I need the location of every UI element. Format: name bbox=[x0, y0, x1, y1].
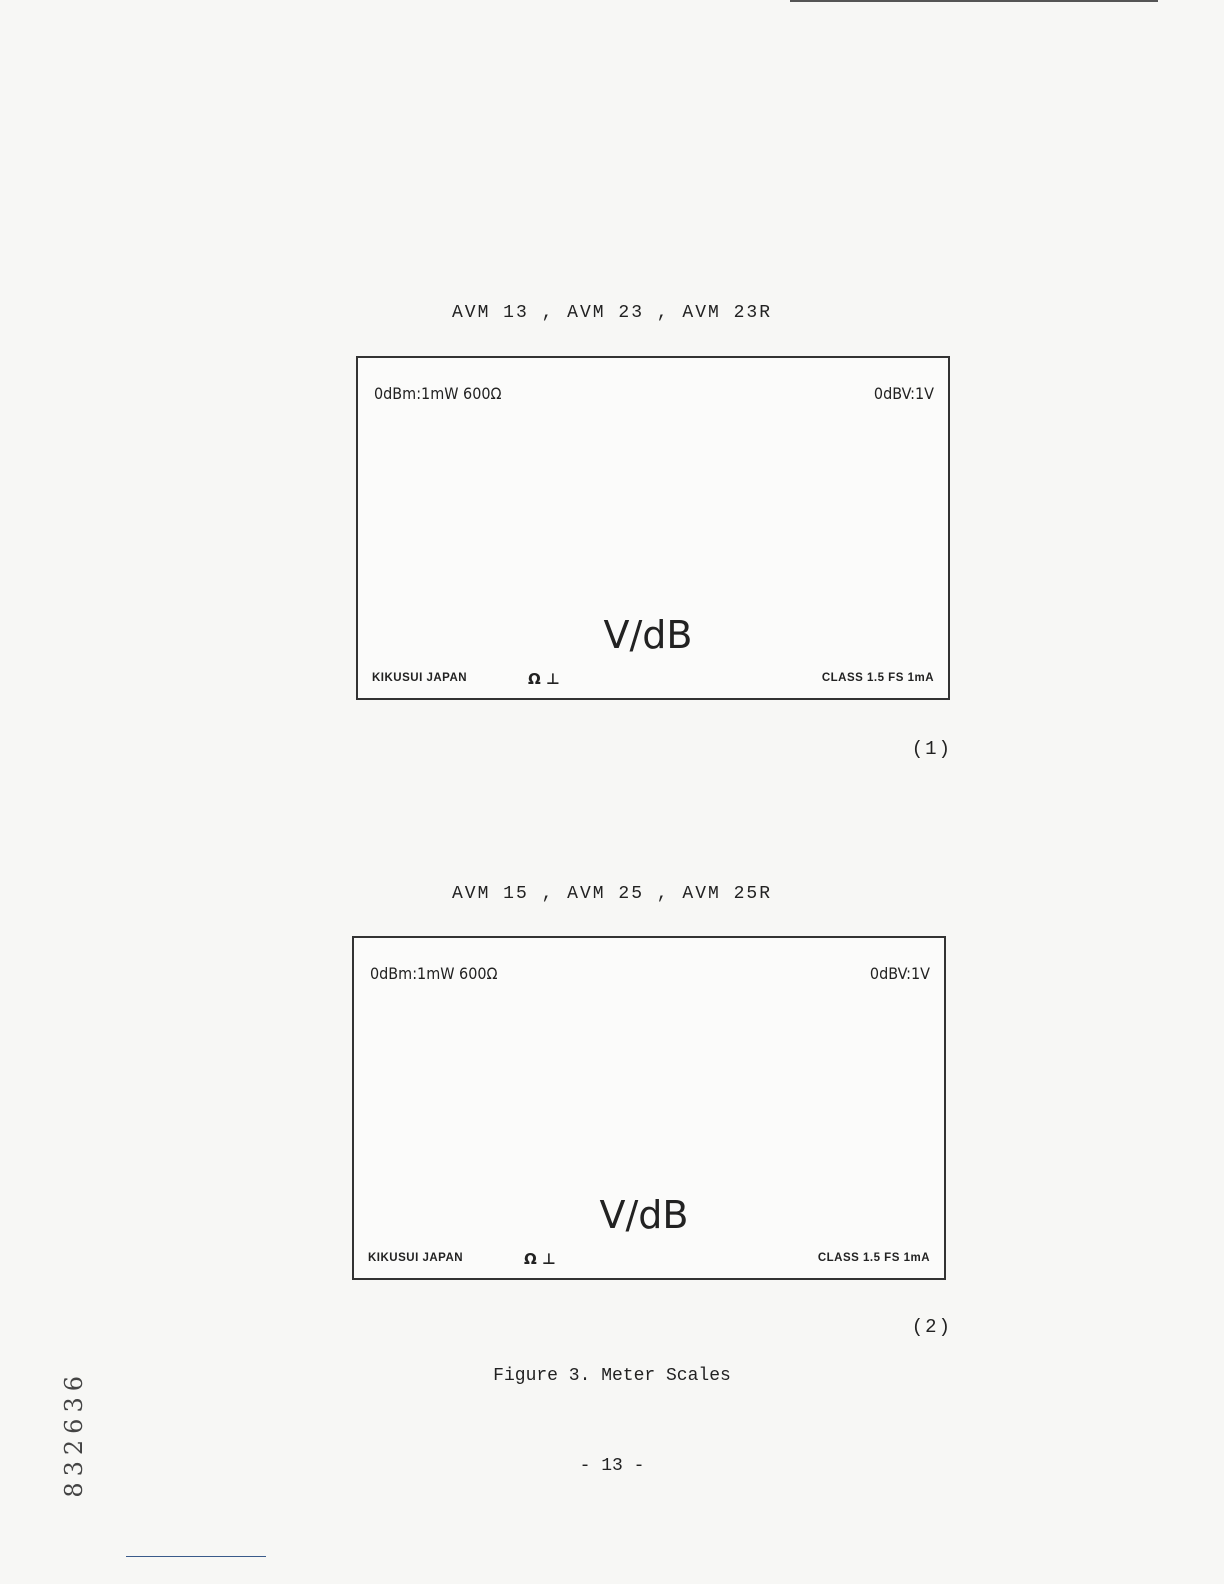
meter1-scale-panel bbox=[356, 356, 950, 700]
bottom-rule bbox=[126, 1556, 266, 1557]
meter1-vdb-center-label: V/dB bbox=[603, 613, 693, 657]
meter2-maker: KIKUSUI JAPAN bbox=[368, 1252, 464, 1264]
margin-handwritten-note: 832636 bbox=[60, 1370, 88, 1498]
meter1-class: CLASS 1.5 FS 1mA bbox=[821, 672, 934, 684]
meter1-dial bbox=[358, 358, 952, 702]
meter1-dbv-reference: 0dBV:1V bbox=[873, 384, 934, 403]
meter2-class: CLASS 1.5 FS 1mA bbox=[817, 1252, 930, 1264]
top-rule bbox=[790, 0, 1158, 2]
meter1-dbm-reference: 0dBm:1mW 600Ω bbox=[374, 384, 502, 403]
meter1-maker: KIKUSUI JAPAN bbox=[372, 672, 468, 684]
meter2-symbols: Ω ⊥ bbox=[524, 1250, 556, 1268]
meter2-dbm-reference: 0dBm:1mW 600Ω bbox=[370, 964, 498, 983]
meter2-dial bbox=[354, 938, 948, 1282]
meter1-symbols: Ω ⊥ bbox=[528, 670, 560, 688]
meter2-vdb-center-label: V/dB bbox=[599, 1193, 689, 1237]
meter1-title: AVM 13 , AVM 23 , AVM 23R bbox=[451, 303, 773, 323]
page-number: - 13 - bbox=[579, 1456, 645, 1476]
meter2-dbv-reference: 0dBV:1V bbox=[869, 964, 930, 983]
figure-caption: Figure 3. Meter Scales bbox=[493, 1366, 731, 1386]
meter2-title: AVM 15 , AVM 25 , AVM 25R bbox=[451, 884, 773, 904]
figure-label-1: (1) bbox=[911, 738, 952, 760]
meter2-scale-panel bbox=[352, 936, 946, 1280]
figure-label-2: (2) bbox=[911, 1316, 952, 1338]
